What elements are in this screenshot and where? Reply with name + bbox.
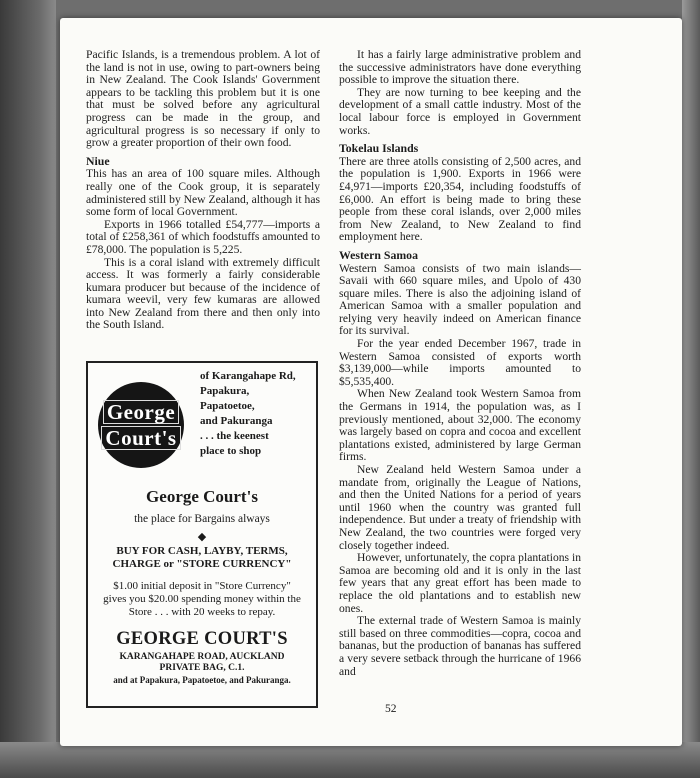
western-samoa-heading: Western Samoa [339,247,418,262]
niue-paragraph-3: This is a coral island with extremely difficult access. It was formerly a fairly considerable kumara producer but because of the incidence of kumara weevil, very few kumaras are allowed into New Zealand from there and then only into the South Island. [86,255,320,332]
ad-store-name: George Court's [146,487,258,506]
scan-bottom-edge [0,742,700,778]
page-number: 52 [385,703,397,715]
logo-text-george: George [103,400,179,424]
location-line: place to shop [200,445,262,457]
tokelau-paragraph: There are three atolls consisting of 2,500 acres, and the population is 1,900. Exports in 1966 were £4,971—imports £20,354, including foodstuffs of £6,000. An effort is being made to bring these people from these coral islands, over 2,000 miles from New Zealand, to New Zealand to find employment here. [339,154,581,244]
location-line: . . . the keenest [200,430,269,442]
ad-other-stores: and at Papakura, Papatoetoe, and Pakuranga. [113,675,291,685]
samoa-paragraph-6: The external trade of Western Samoa is mainly still based on three commodities—copra, cocoa and bananas, but the production of bananas has suffered a very severe setback through the hurricane of 1966 and [339,614,581,678]
george-courts-logo [98,382,184,468]
niue-heading: Niue [86,153,110,168]
samoa-paragraph-2: For the year ended December 1967, trade in Western Samoa consisted of exports worth $3,139,000—while imports amounted to $5,535,400. [339,337,581,388]
left-column [86,49,320,332]
location-line: of Karangahape Rd, [200,370,296,382]
samoa-paragraph-5: However, unfortunately, the copra plantations in Samoa are becoming old and it is only in the last few years that any great effort has been made to replace the old plantations and to establish new ones. [339,551,581,615]
samoa-paragraph-4: New Zealand held Western Samoa under a mandate from, originally the League of Nations, and then the United Nations for a period of years until 1960 when the country was granted full independence. But under a treaty of friendship with New Zealand, the two countries were forged very closely together indeed. [339,463,581,552]
niue-paragraph-2: Exports in 1966 totalled £54,777—imports a total of £258,361 of which foodstuffs amounted to £78,000. The population is 5,225. [86,217,320,256]
ad-deposit-offer: $1.00 initial deposit in "Store Currency" gives you $20.00 spending money within the Store . . . with 20 weeks to repay. [103,580,301,618]
diamond-icon: ◆ [197,531,207,543]
right-column [339,49,581,678]
george-courts-advertisement [86,361,318,708]
logo-text-courts: Court's [101,426,180,450]
ad-payment-options: BUY FOR CASH, LAYBY, TERMS, CHARGE or "STORE CURRENCY" [112,545,292,570]
location-line: Papakura, [200,385,250,397]
ad-tagline: the place for Bargains always [134,513,270,525]
ad-address-line-2: PRIVATE BAG, C.1. [159,663,245,673]
ad-address [88,652,316,674]
ad-address-line-1: KARANGAHAPE ROAD, AUCKLAND [119,652,285,662]
admin-paragraph: It has a fairly large administrative problem and the successive administrators have done everything possible to improve the situation there. [339,48,581,87]
samoa-paragraph-1: Western Samoa consists of two main islands—Savaii with 660 square miles, and Upolo of 430 square miles. There is also the adjoining island of American Samoa with a smaller population and relying very heavily indeed on American finance for its survival. [339,261,581,338]
location-line: Papatoetoe, [200,400,255,412]
bee-keeping-paragraph: They are now turning to bee keeping and the development of a small cattle industry. Most of the local labour force is employed in Government works. [339,85,581,137]
scan-left-edge [0,0,56,778]
location-line: and Pakuranga [200,415,273,427]
tokelau-heading: Tokelau Islands [339,141,419,156]
scan-right-edge [682,0,700,778]
samoa-paragraph-3: When New Zealand took Western Samoa from the Germans in 1914, the population was, as I previously mentioned, about 32,000. The economy was largely based on copra and cocoa and excellent plantations existed, administered by large German firms. [339,387,581,464]
niue-paragraph-1: This has an area of 100 square miles. Although really one of the Cook group, it is separately administered still by New Zealand, although it has some form of local Government. [86,167,320,219]
store-locations [200,369,316,459]
ad-store-name-caps: GEORGE COURT'S [116,629,288,649]
cook-islands-paragraph: Pacific Islands, is a tremendous problem. A lot of the land is not in use, owing to part-owners being in New Zealand. The Cook Islands' Government appears to be tackling this problem but it is one that must be solved before any agricultural progress can be made in the group, and agricultural progress is so necessary if only to grow a greater proportion of their own food. [86,48,320,150]
